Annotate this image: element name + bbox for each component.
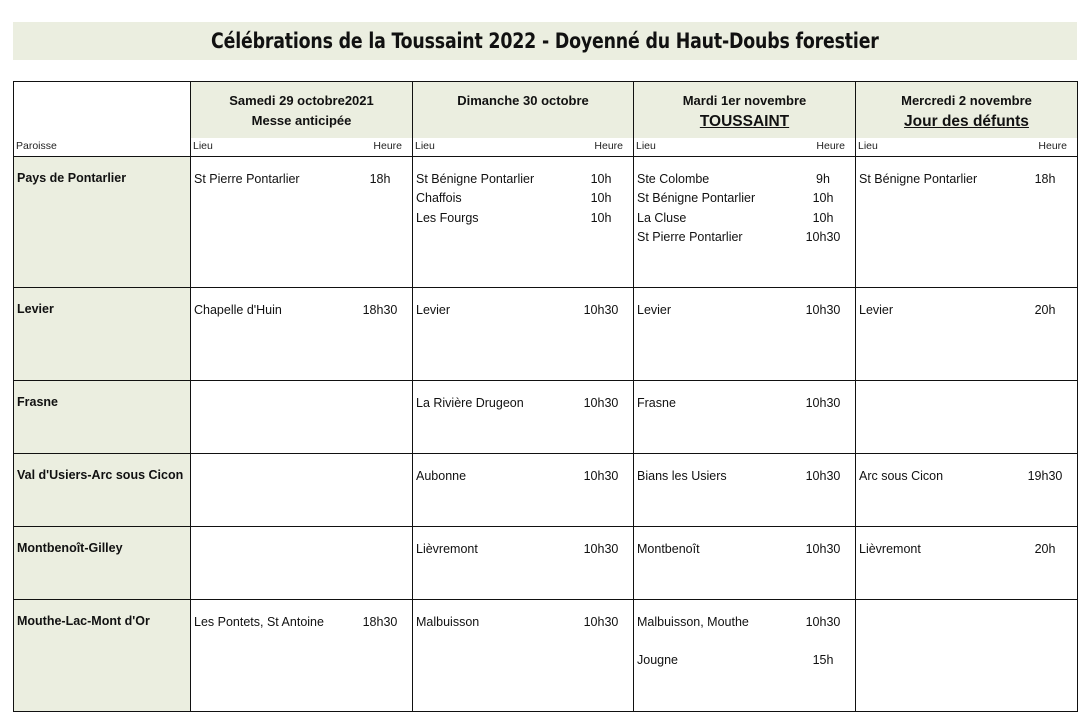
lieu: Lièvremont (416, 542, 478, 556)
day-subtitle: Jour des défunts (904, 113, 1029, 130)
day-cell (634, 381, 856, 454)
lieu: Levier (859, 303, 894, 317)
lieu: Chaffois (416, 191, 462, 206)
day-title: Samedi 29 octobre2021 (229, 93, 374, 108)
heure: 10h30 (583, 396, 619, 410)
heure: 10h30 (583, 303, 619, 317)
mass-entry (637, 189, 855, 208)
heure: 18h (1034, 172, 1056, 186)
lieu: Malbuisson (416, 615, 480, 629)
lieu: Frasne (637, 396, 676, 410)
heure: 10h30 (805, 542, 841, 556)
day-header-dimanche (413, 82, 634, 139)
lieu: Les Fourgs (416, 210, 479, 225)
lieu-label: Lieu (636, 140, 656, 152)
heure: 10h30 (805, 303, 841, 317)
mass-entry (637, 394, 855, 413)
paroisse-cell: Frasne (14, 381, 191, 454)
mass-entry (194, 613, 412, 632)
day-cell (856, 454, 1078, 527)
heure: 10h (590, 191, 612, 206)
heure: 10h30 (805, 615, 841, 629)
heure: 10h30 (583, 469, 619, 483)
lieu: Malbuisson, Mouthe (637, 615, 749, 629)
mass-entry (859, 301, 1077, 320)
table-row (14, 157, 1078, 288)
day-subtitle: TOUSSAINT (699, 113, 790, 130)
day-cell (191, 527, 413, 600)
table-row (14, 454, 1078, 527)
lieu: Arc sous Cicon (859, 469, 944, 483)
heure: 10h30 (583, 542, 619, 556)
lieu: St Bénigne Pontarlier (859, 172, 978, 186)
day-cell (634, 157, 856, 288)
day-cell (191, 454, 413, 527)
day-header-row (14, 82, 1078, 139)
day-cell (856, 381, 1078, 454)
mass-entry (637, 540, 855, 559)
lieu: St Bénigne Pontarlier (416, 172, 535, 186)
subheader-cell (634, 138, 856, 157)
mass-entry (637, 209, 855, 228)
paroisse-cell: Pays de Pontarlier (14, 157, 191, 288)
mass-entry (637, 651, 855, 670)
paroisse-cell: Montbenoît-Gilley (14, 527, 191, 600)
day-cell (413, 288, 634, 381)
heure: 18h30 (362, 615, 398, 629)
day-cell (856, 157, 1078, 288)
column-subheader-row (14, 138, 1078, 157)
mass-entry (859, 170, 1077, 189)
day-cell (856, 527, 1078, 600)
paroisse-cell: Mouthe-Lac-Mont d'Or (14, 600, 191, 712)
lieu-label: Lieu (858, 140, 878, 152)
table-row (14, 527, 1078, 600)
day-cell (856, 600, 1078, 712)
mass-entry (416, 394, 633, 413)
heure: 19h30 (1027, 469, 1063, 483)
mass-entry (637, 301, 855, 320)
lieu: La Cluse (637, 210, 687, 225)
mass-entry (637, 613, 855, 632)
heure: 15h (812, 653, 834, 668)
lieu: La Rivière Drugeon (416, 396, 524, 410)
schedule-table (13, 81, 1078, 712)
day-cell (634, 288, 856, 381)
subheader-cell (413, 138, 634, 157)
mass-entry (416, 209, 633, 228)
mass-entry (416, 301, 633, 320)
day-cell (191, 600, 413, 712)
day-cell (634, 454, 856, 527)
lieu: Bians les Usiers (637, 469, 727, 483)
lieu-label: Lieu (193, 140, 213, 152)
heure: 10h30 (583, 615, 619, 629)
mass-entry (194, 301, 412, 320)
lieu: St Pierre Pontarlier (194, 172, 300, 186)
heure: 10h (590, 210, 612, 225)
day-cell (634, 600, 856, 712)
corner-cell (14, 82, 191, 139)
day-cell (856, 288, 1078, 381)
heure-label: Heure (594, 140, 623, 152)
heure: 10h (590, 172, 612, 186)
lieu-label: Lieu (415, 140, 435, 152)
paroisse-cell: Val d'Usiers-Arc sous Cicon (14, 454, 191, 527)
heure-label: Heure (816, 140, 845, 152)
lieu: St Pierre Pontarlier (637, 229, 743, 244)
day-cell (191, 157, 413, 288)
day-cell (191, 381, 413, 454)
heure: 9h (816, 172, 830, 186)
heure: 10h (812, 210, 834, 225)
day-cell (413, 600, 634, 712)
lieu: Levier (416, 303, 451, 317)
mass-entry (637, 467, 855, 486)
day-title: Mardi 1er novembre (682, 93, 807, 108)
day-cell (191, 288, 413, 381)
lieu: Les Pontets, St Antoine (194, 615, 324, 629)
heure: 10h (812, 191, 834, 206)
lieu: Aubonne (416, 469, 467, 483)
heure: 10h30 (805, 229, 841, 244)
paroisse-cell: Levier (14, 288, 191, 381)
paroisse-header (14, 138, 191, 157)
heure: 20h (1034, 303, 1056, 317)
mass-entry (859, 467, 1077, 486)
day-title: Dimanche 30 octobre (457, 93, 589, 108)
table-row (14, 381, 1078, 454)
mass-entry (416, 467, 633, 486)
day-cell (413, 381, 634, 454)
lieu: Lièvremont (859, 542, 921, 556)
title-bar (13, 22, 1077, 60)
day-cell (413, 454, 634, 527)
paroisse-label: Paroisse (16, 140, 57, 152)
lieu: Montbenoît (637, 542, 700, 556)
mass-entry (416, 170, 633, 189)
mass-entry (859, 540, 1077, 559)
mass-entry (416, 540, 633, 559)
day-cell (413, 527, 634, 600)
lieu: Levier (637, 303, 672, 317)
day-header-samedi (191, 82, 413, 139)
mass-entry (416, 613, 633, 632)
day-header-mardi (634, 82, 856, 139)
heure: 18h30 (362, 303, 398, 317)
day-title: Mercredi 2 novembre (901, 93, 1032, 108)
lieu: Chapelle d'Huin (194, 303, 282, 317)
heure: 10h30 (805, 396, 841, 410)
mass-entry (637, 228, 855, 247)
day-subtitle: Messe anticipée (251, 113, 352, 128)
heure-label: Heure (1038, 140, 1067, 152)
page-title: Célébrations de la Toussaint 2022 - Doyenné du Haut-Doubs forestier (211, 29, 879, 53)
day-cell (634, 527, 856, 600)
mass-entry (416, 189, 633, 208)
heure-label: Heure (373, 140, 402, 152)
day-header-mercredi (856, 82, 1078, 139)
lieu: Jougne (637, 653, 679, 668)
heure: 10h30 (805, 469, 841, 483)
mass-entry (194, 170, 412, 189)
subheader-cell (856, 138, 1078, 157)
day-cell (413, 157, 634, 288)
heure: 18h (369, 172, 391, 186)
mass-entry (637, 170, 855, 189)
table-row (14, 288, 1078, 381)
lieu: Ste Colombe (637, 172, 710, 186)
table-row (14, 600, 1078, 712)
subheader-cell (191, 138, 413, 157)
heure: 20h (1034, 542, 1056, 556)
lieu: St Bénigne Pontarlier (637, 191, 756, 206)
